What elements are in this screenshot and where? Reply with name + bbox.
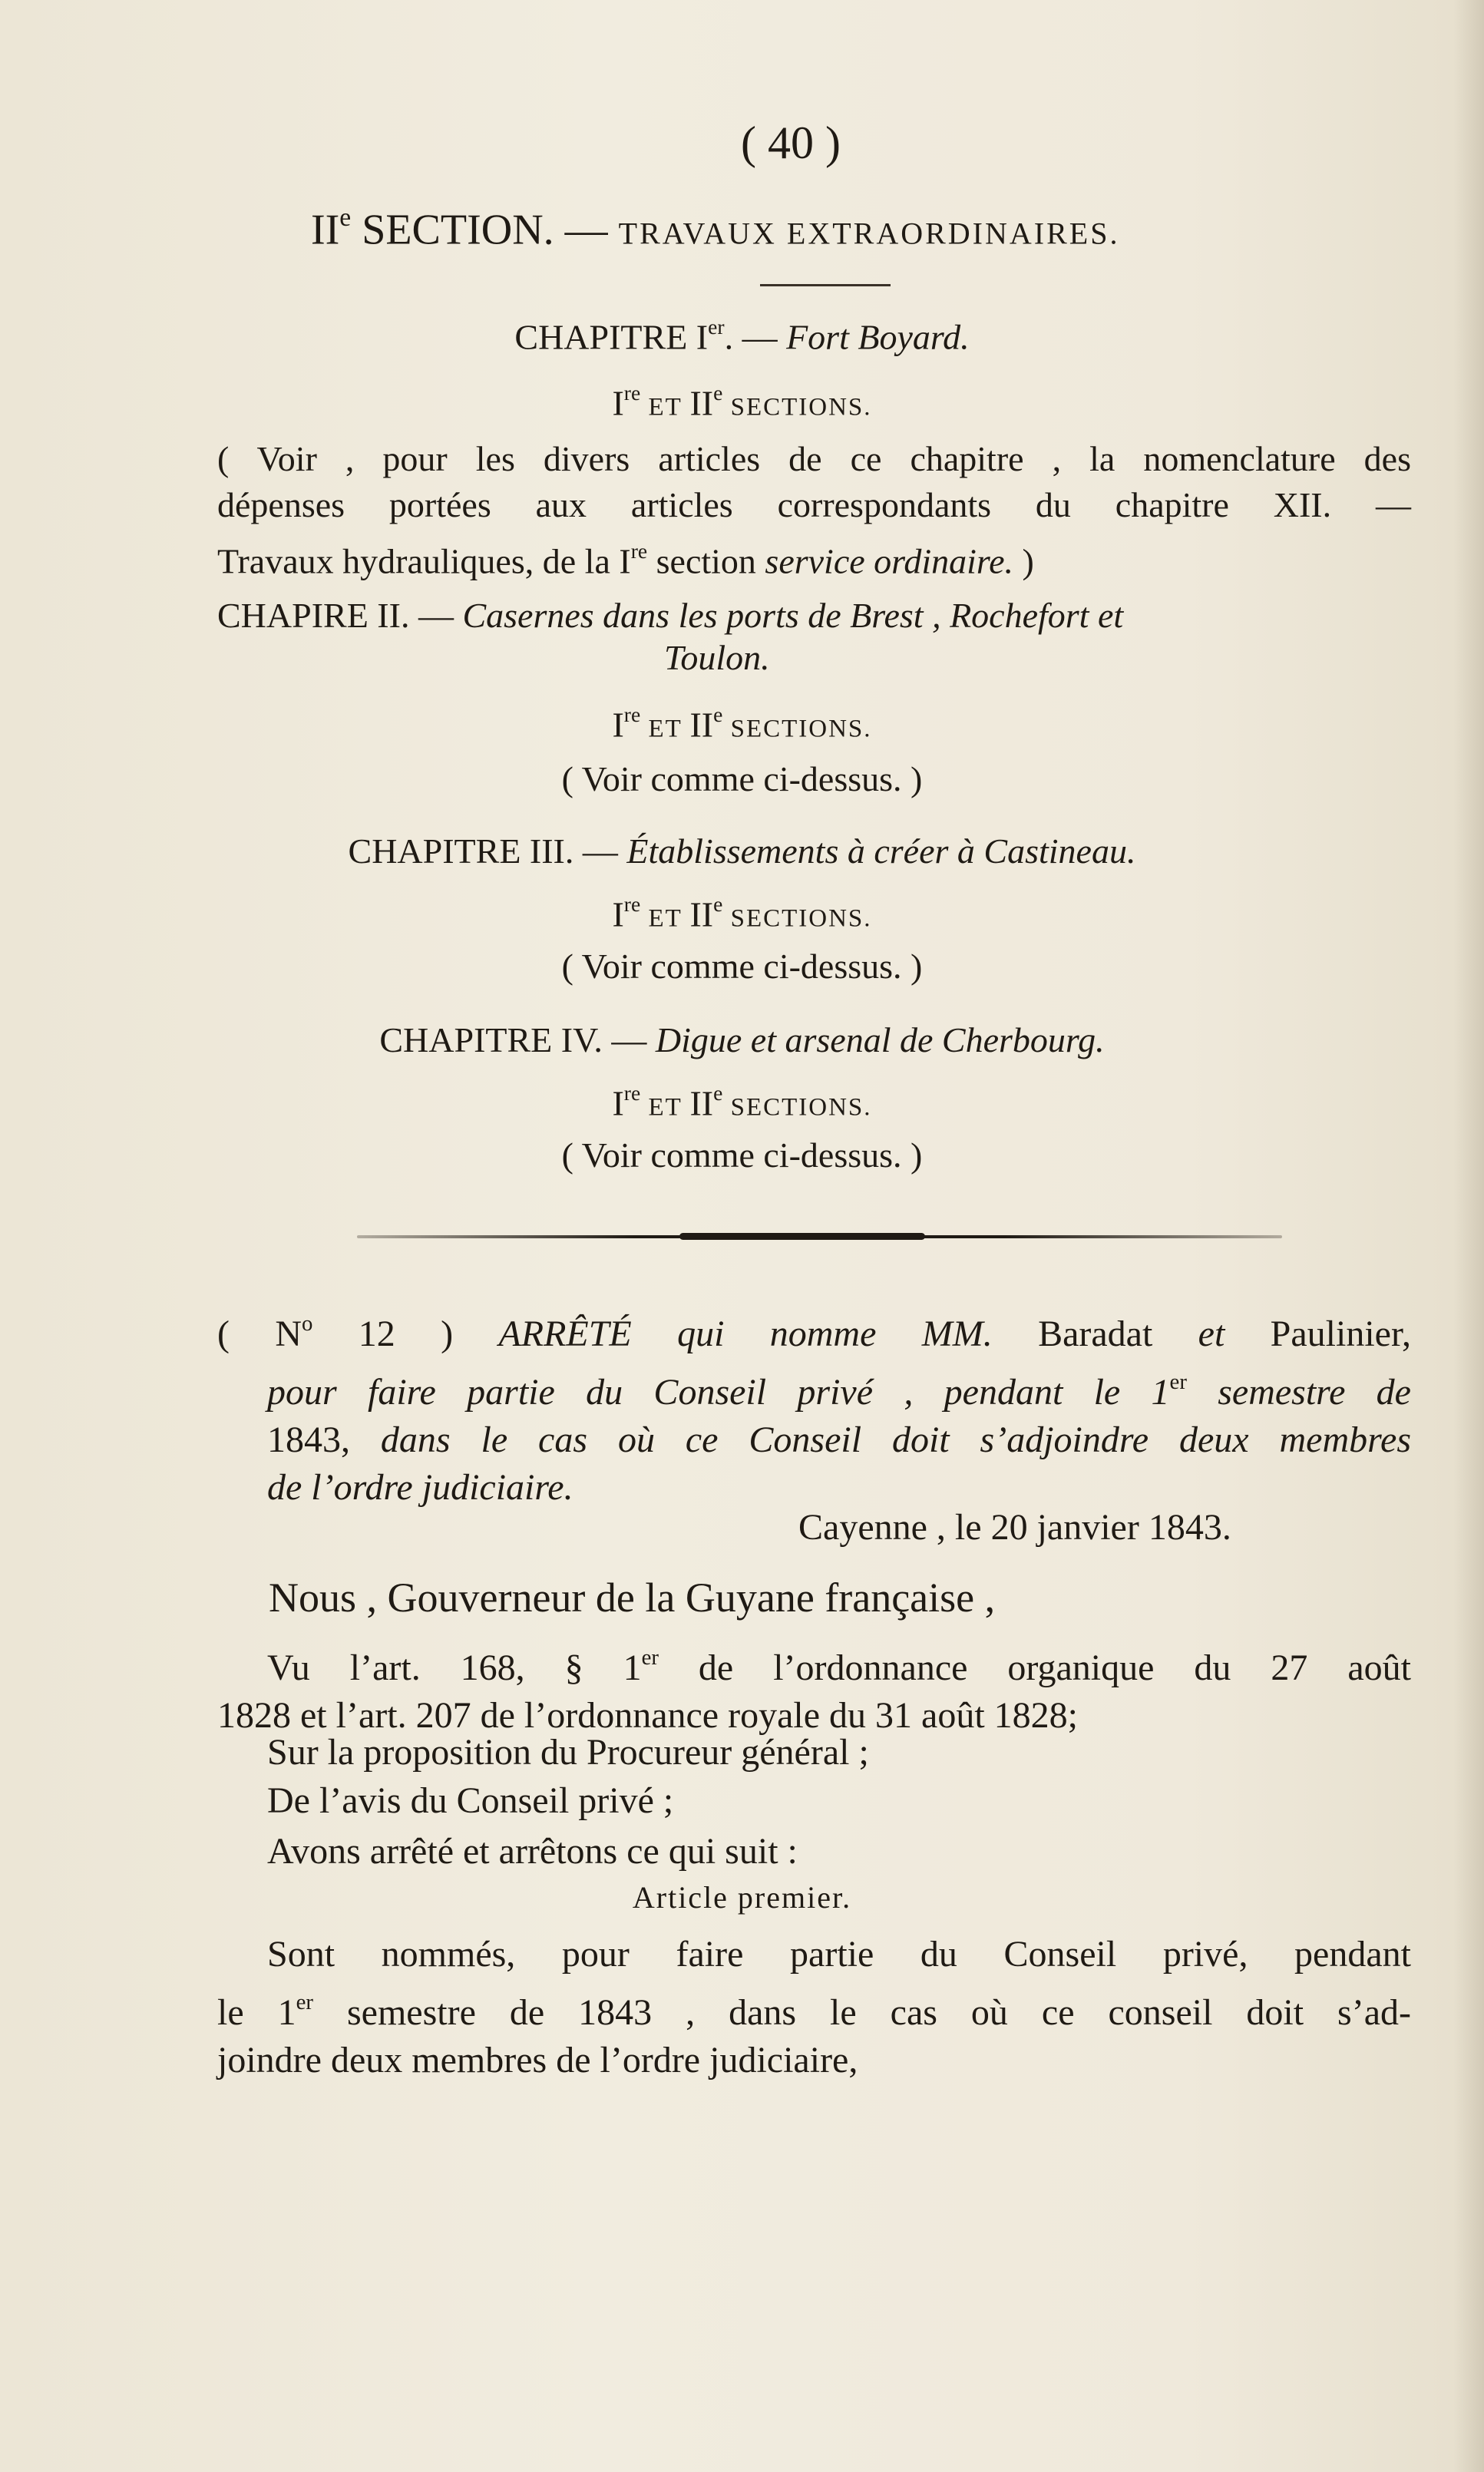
chapter-3-sections xyxy=(0,892,1484,934)
note-line-3c: ) xyxy=(1013,541,1034,581)
avis-line: De l’avis du Conseil privé ; xyxy=(267,1780,674,1821)
chapter-4-note: ( Voir comme ci-dessus. ) xyxy=(561,1135,923,1175)
vu-paragraph xyxy=(217,1634,1411,1740)
section-roman: II xyxy=(311,206,340,254)
chapter-2-name-line1: Casernes dans les ports de Brest , Rochefort et xyxy=(462,596,1124,635)
note-line-3-italic: service ordinaire. xyxy=(765,541,1014,581)
note-line-3a: Travaux hydrauliques, de la I xyxy=(217,541,631,581)
arrete-heading xyxy=(217,1300,1411,1512)
sections-b-sup: e xyxy=(713,1081,723,1105)
chapter-2-label: CHAPIRE II. — xyxy=(217,596,463,635)
section-word: SECTION. — xyxy=(351,206,619,254)
sections-et: ET xyxy=(640,715,690,743)
note-line-3-sup: re xyxy=(630,539,648,563)
arrete-line-3 xyxy=(217,1416,1411,1464)
chapter-2-note: ( Voir comme ci-dessus. ) xyxy=(561,759,923,798)
section-divider-thick xyxy=(679,1233,925,1240)
vu-a: Vu l’art. 168, § 1 xyxy=(267,1647,642,1689)
arrete-num-sup: o xyxy=(302,1311,313,1336)
note-line-3 xyxy=(217,528,1411,584)
arrete-date: Cayenne , le 20 janvier 1843. xyxy=(798,1507,1231,1548)
arrete-title: ARRÊTÉ qui nomme MM. xyxy=(498,1314,1039,1355)
arrete-line2-sup: er xyxy=(1169,1370,1187,1395)
sections-a-sup: re xyxy=(623,702,641,726)
sont-line2-b: semestre de 1843 , dans le cas où ce conseil doit s’ad- xyxy=(313,1992,1412,2034)
sont-line-3: joindre deux membres de l’ordre judiciaire, xyxy=(217,2040,858,2081)
chapter-1-dash: . — xyxy=(724,317,787,357)
note-line-3b: section xyxy=(647,541,765,581)
arrete-line-1 xyxy=(217,1300,1411,1358)
chapter-4-heading xyxy=(0,1020,1484,1060)
arrete-num: 12 ) xyxy=(312,1314,499,1355)
vu-sup: er xyxy=(641,1645,659,1670)
sont-line-1: Sont nommés, pour faire partie du Conseil privé, pendant xyxy=(267,1934,1411,1975)
chapter-1-sections xyxy=(0,381,1484,423)
chapter-1-label-sup: er xyxy=(708,315,725,339)
sections-b: II xyxy=(689,705,714,745)
sont-line2-a: le 1 xyxy=(217,1992,296,2034)
arrete-line-4 xyxy=(217,1464,1411,1512)
chapter-4-label: CHAPITRE IV. — xyxy=(379,1020,656,1059)
chapter-2-heading-line2 xyxy=(664,637,770,678)
sections-a-sup: re xyxy=(623,381,641,405)
chapter-4-sections xyxy=(0,1081,1484,1123)
page-edge-shadow xyxy=(1453,0,1484,2472)
chapter-2-name-line2: Toulon. xyxy=(664,638,770,677)
arrete-line-2 xyxy=(217,1358,1411,1416)
chapter-1-heading xyxy=(0,315,1484,357)
sections-word: SECTIONS. xyxy=(722,904,872,933)
sections-b-sup: e xyxy=(713,892,723,916)
vu-line-1 xyxy=(217,1634,1411,1692)
chapter-1-label: CHAPITRE I xyxy=(514,317,709,357)
article-heading: Article premier. xyxy=(632,1880,852,1915)
page-number: ( 40 ) xyxy=(741,117,841,168)
arrete-et: et xyxy=(1152,1314,1271,1355)
chapter-3-note: ( Voir comme ci-dessus. ) xyxy=(561,947,923,986)
sections-word: SECTIONS. xyxy=(722,1093,872,1122)
vu-b: de l’ordonnance organique du 27 août xyxy=(658,1647,1411,1689)
chapter-3-name: Établissements à créer à Castineau. xyxy=(626,831,1136,871)
sections-a: I xyxy=(612,894,624,934)
section-divider xyxy=(357,1235,1282,1238)
sections-b: II xyxy=(689,383,714,423)
sections-a: I xyxy=(612,383,624,423)
short-rule xyxy=(760,284,891,286)
sections-b-sup: e xyxy=(713,381,723,405)
chapter-3-heading xyxy=(0,831,1484,871)
arrete-line2-a: pour faire partie du Conseil privé , pendant le 1 xyxy=(267,1372,1170,1413)
sont-line-2 xyxy=(217,1978,1411,2037)
section-title xyxy=(311,203,1119,255)
avons-line: Avons arrêté et arrêtons ce qui suit : xyxy=(267,1831,798,1872)
sections-et: ET xyxy=(640,904,690,933)
sections-b: II xyxy=(689,894,714,934)
sections-a: I xyxy=(612,705,624,745)
arrete-line3-a: 1843, xyxy=(267,1419,381,1461)
note-line-1: ( Voir , pour les divers articles de ce chapitre , la nomenclature des xyxy=(217,439,1411,478)
section-subtitle: TRAVAUX EXTRAORDINAIRES. xyxy=(618,216,1120,251)
sections-a-sup: re xyxy=(623,892,641,916)
sections-a-sup: re xyxy=(623,1081,641,1105)
chapter-2-heading xyxy=(217,595,1123,636)
chapter-3-label: CHAPITRE III. — xyxy=(348,831,627,871)
section-roman-sup: e xyxy=(339,203,352,232)
sont-paragraph xyxy=(217,1931,1411,2084)
sections-word: SECTIONS. xyxy=(722,393,872,421)
sont-line2-sup: er xyxy=(296,1990,313,2014)
sections-b: II xyxy=(689,1083,714,1123)
arrete-line4: de l’ordre judiciaire. xyxy=(267,1467,573,1509)
nous-line: Nous , Gouverneur de la Guyane française , xyxy=(269,1575,996,1621)
chapter-4-name: Digue et arsenal de Cherbourg. xyxy=(655,1020,1105,1059)
sections-b-sup: e xyxy=(713,702,723,726)
arrete-line2-b: semestre de xyxy=(1186,1372,1411,1413)
sections-et: ET xyxy=(640,1093,690,1122)
sections-et: ET xyxy=(640,393,690,421)
sections-word: SECTIONS. xyxy=(722,715,872,743)
arrete-name-2: Paulinier, xyxy=(1270,1314,1412,1355)
chapter-1-note xyxy=(217,436,1411,584)
arrete-name-1: Baradat xyxy=(1038,1314,1153,1355)
arrete-line3-b: dans le cas où ce Conseil doit s’adjoindre deux membres xyxy=(380,1419,1412,1461)
chapter-2-sections xyxy=(0,702,1484,745)
arrete-num-prefix: ( N xyxy=(217,1314,302,1355)
vu-line-2: 1828 et l’art. 207 de l’ordonnance royale du 31 août 1828; xyxy=(217,1695,1079,1737)
sections-a: I xyxy=(612,1083,624,1123)
chapter-1-name: Fort Boyard. xyxy=(786,317,970,357)
sur-line: Sur la proposition du Procureur général ; xyxy=(267,1732,869,1773)
note-line-2: dépenses portées aux articles correspondants du chapitre XII. — xyxy=(217,485,1411,524)
